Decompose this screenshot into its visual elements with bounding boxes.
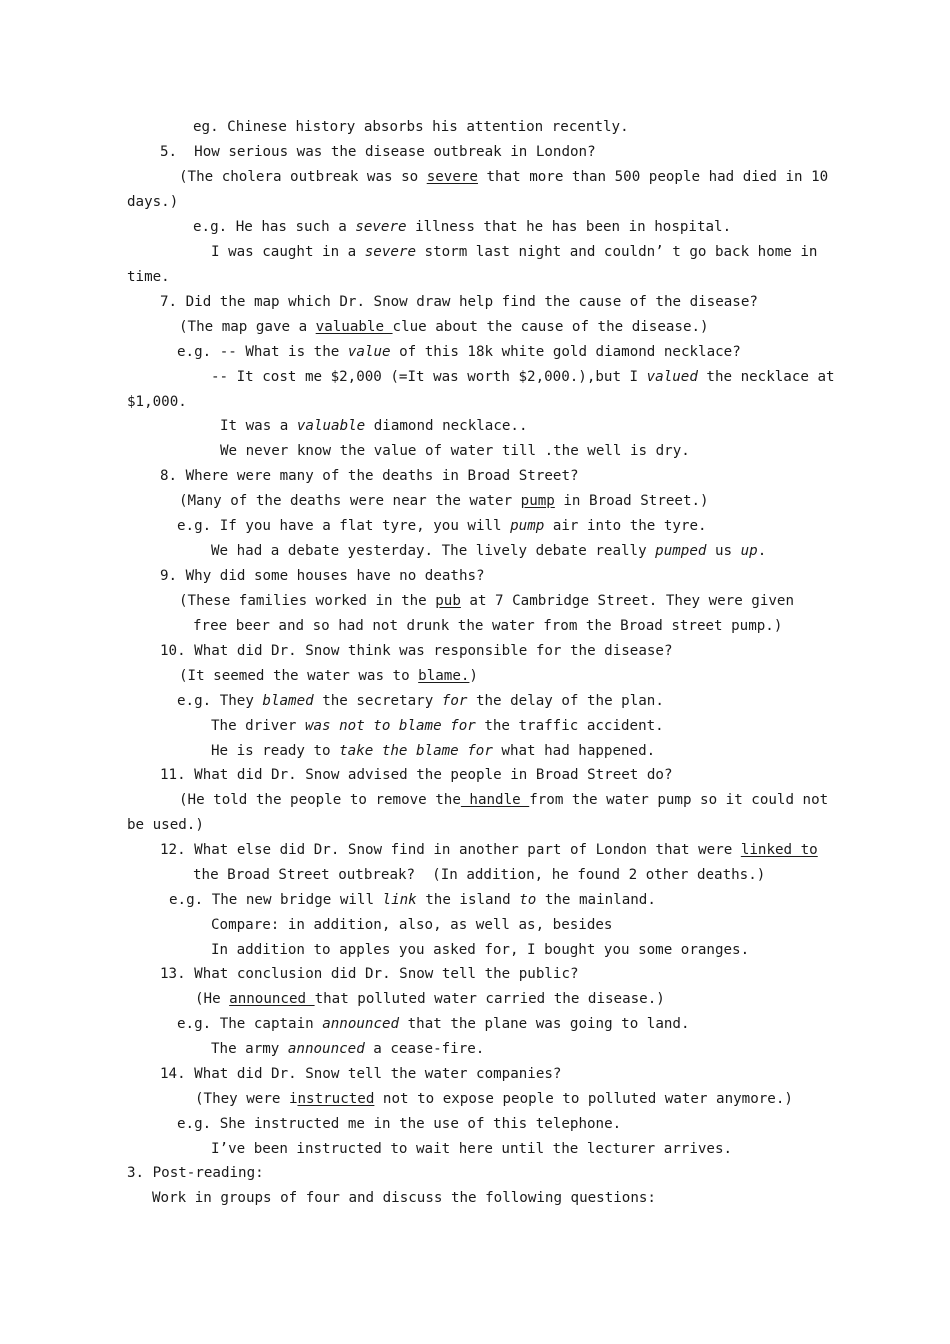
text-line [211, 940, 749, 960]
italic-term: value [347, 344, 391, 360]
text-line [195, 989, 665, 1009]
text-segment: the traffic accident. [475, 718, 664, 734]
underlined-term: announced [229, 991, 315, 1007]
italic-term: announced [322, 1016, 400, 1032]
text-segment: at 7 Cambridge Street. They were given [460, 593, 794, 609]
text-line [220, 416, 528, 436]
text-line [160, 466, 579, 486]
text-segment: Work in groups of four and discuss the following questions: [152, 1190, 656, 1206]
text-segment: e.g. He has such a [193, 219, 356, 235]
italic-term: severe [355, 219, 407, 235]
text-line [179, 591, 794, 611]
text-line [179, 666, 478, 686]
text-line [211, 1139, 732, 1159]
text-segment: 14. What did Dr. Snow tell the water companies? [160, 1066, 562, 1082]
text-segment: that polluted water carried the disease.) [314, 991, 665, 1007]
text-segment: be used.) [127, 817, 204, 833]
text-segment: $1,000. [127, 394, 187, 410]
text-segment: a cease-fire. [364, 1041, 485, 1057]
text-segment: the necklace at [697, 369, 835, 385]
italic-term: pumped [655, 543, 707, 559]
text-line [169, 890, 656, 910]
text-line [160, 566, 485, 586]
underlined-term: handle [460, 792, 530, 808]
text-segment: the delay of the plan. [467, 693, 664, 709]
text-line [211, 716, 664, 736]
text-segment: e.g. The new bridge will [169, 892, 383, 908]
italic-term: take the blame for [339, 743, 493, 759]
text-segment: ) [469, 668, 478, 684]
text-segment: (They were i [195, 1091, 298, 1107]
text-line [179, 317, 709, 337]
italic-term: for [441, 693, 468, 709]
text-line [177, 691, 664, 711]
text-segment: e.g. The captain [177, 1016, 323, 1032]
text-line [160, 840, 818, 860]
text-segment: (Many of the deaths were near the water [179, 493, 521, 509]
text-segment: I was caught in a [211, 244, 365, 260]
italic-term: was not to blame for [304, 718, 476, 734]
text-segment: 5. How serious was the disease outbreak in London? [160, 144, 596, 160]
text-line [127, 1163, 264, 1183]
text-segment: the Broad Street outbreak? (In addition, he found 2 other deaths.) [193, 867, 766, 883]
text-line [160, 142, 596, 162]
text-line [211, 915, 612, 935]
text-line [193, 117, 629, 137]
text-line [195, 1089, 793, 1109]
text-segment: (These families worked in the [179, 593, 436, 609]
text-line [160, 641, 673, 661]
text-segment: of this 18k white gold diamond necklace? [390, 344, 741, 360]
text-line [177, 1014, 690, 1034]
text-line [193, 217, 731, 237]
text-line [179, 491, 709, 511]
text-segment: that more than 500 people had died in 10 [477, 169, 829, 185]
text-segment: 10. What did Dr. Snow think was responsible for the disease? [160, 643, 673, 659]
underlined-term: pump [520, 493, 555, 509]
text-line [193, 865, 765, 885]
text-segment: e.g. She instructed me in the use of this telephone. [177, 1116, 622, 1132]
text-segment: 13. What conclusion did Dr. Snow tell the public? [160, 966, 579, 982]
text-segment: the secretary [313, 693, 442, 709]
text-segment: 12. What else did Dr. Snow find in another part of London that were [160, 842, 741, 858]
italic-term: announced [287, 1041, 365, 1057]
italic-term: pump [510, 518, 545, 534]
text-segment: It was a [220, 418, 297, 434]
text-segment: (He told the people to remove the [179, 792, 461, 808]
text-segment: time. [127, 269, 170, 285]
underlined-term: severe [426, 169, 478, 185]
text-line [127, 267, 170, 287]
text-segment: illness that he has been in hospital. [406, 219, 732, 235]
underlined-term: valuable [315, 319, 393, 335]
text-line [193, 616, 782, 636]
text-segment: in Broad Street.) [554, 493, 709, 509]
text-line [127, 192, 178, 212]
underlined-term: nstructed [297, 1091, 375, 1107]
text-segment: The army [211, 1041, 288, 1057]
text-line [211, 367, 835, 387]
text-segment: (The cholera outbreak was so [179, 169, 427, 185]
italic-term: severe [364, 244, 416, 260]
text-segment: 3. Post-reading: [127, 1165, 264, 1181]
text-segment: In addition to apples you asked for, I bought you some oranges. [211, 942, 750, 958]
text-line [152, 1188, 656, 1208]
text-segment: diamond necklace.. [365, 418, 528, 434]
text-line [177, 342, 741, 362]
text-segment: We never know the value of water till .the well is dry. [220, 443, 690, 459]
underlined-term: linked to [740, 842, 818, 858]
text-segment: He is ready to [211, 743, 340, 759]
text-segment: eg. Chinese history absorbs his attention recently. [193, 119, 629, 135]
text-segment: us [706, 543, 741, 559]
text-line [220, 441, 690, 461]
text-segment: storm last night and couldn’ t go back home in [416, 244, 818, 260]
text-line [160, 964, 579, 984]
text-line [211, 741, 655, 761]
text-segment: -- It cost me $2,000 (=It was worth $2,000.),but I [211, 369, 647, 385]
text-segment: e.g. -- What is the [177, 344, 348, 360]
text-segment: what had happened. [492, 743, 656, 759]
underlined-term: blame. [418, 668, 470, 684]
text-line [177, 516, 707, 536]
italic-term: valued [646, 369, 698, 385]
text-segment: 9. Why did some houses have no deaths? [160, 568, 485, 584]
text-line [179, 790, 828, 810]
text-line [179, 167, 828, 187]
text-segment: that the plane was going to land. [399, 1016, 690, 1032]
text-line [211, 541, 766, 561]
text-segment: We had a debate yesterday. The lively debate really [211, 543, 656, 559]
text-line [160, 1064, 561, 1084]
text-segment: 8. Where were many of the deaths in Broad Street? [160, 468, 579, 484]
text-line [160, 765, 673, 785]
text-segment: e.g. They [177, 693, 263, 709]
text-segment: Compare: in addition, also, as well as, besides [211, 917, 613, 933]
text-segment: days.) [127, 194, 179, 210]
text-segment: I’ve been instructed to wait here until the lecturer arrives. [211, 1141, 733, 1157]
text-segment: free beer and so had not drunk the water from the Broad street pump.) [193, 618, 783, 634]
text-line [127, 392, 187, 412]
text-segment: the mainland. [536, 892, 656, 908]
italic-term: valuable [296, 418, 366, 434]
text-segment: e.g. If you have a flat tyre, you will [177, 518, 511, 534]
text-line [177, 1114, 621, 1134]
italic-term: up [740, 543, 758, 559]
text-segment: the island [416, 892, 520, 908]
italic-term: link [382, 892, 417, 908]
text-line [127, 815, 204, 835]
text-segment: (It seemed the water was to [179, 668, 419, 684]
text-segment: (The map gave a [179, 319, 316, 335]
text-segment: not to expose people to polluted water anymore.) [374, 1091, 793, 1107]
text-segment: . [757, 543, 767, 559]
text-segment: 11. What did Dr. Snow advised the people in Broad Street do? [160, 767, 673, 783]
text-segment: The driver [211, 718, 305, 734]
text-line [211, 242, 817, 262]
italic-term: blamed [262, 693, 314, 709]
text-line [211, 1039, 484, 1059]
text-segment: air into the tyre. [544, 518, 707, 534]
underlined-term: pub [435, 593, 461, 609]
text-segment: (He [195, 991, 230, 1007]
text-segment: 7. Did the map which Dr. Snow draw help find the cause of the disease? [160, 294, 758, 310]
text-segment: clue about the cause of the disease.) [392, 319, 709, 335]
italic-term: to [519, 892, 537, 908]
text-segment: from the water pump so it could not [529, 792, 829, 808]
text-line [160, 292, 758, 312]
